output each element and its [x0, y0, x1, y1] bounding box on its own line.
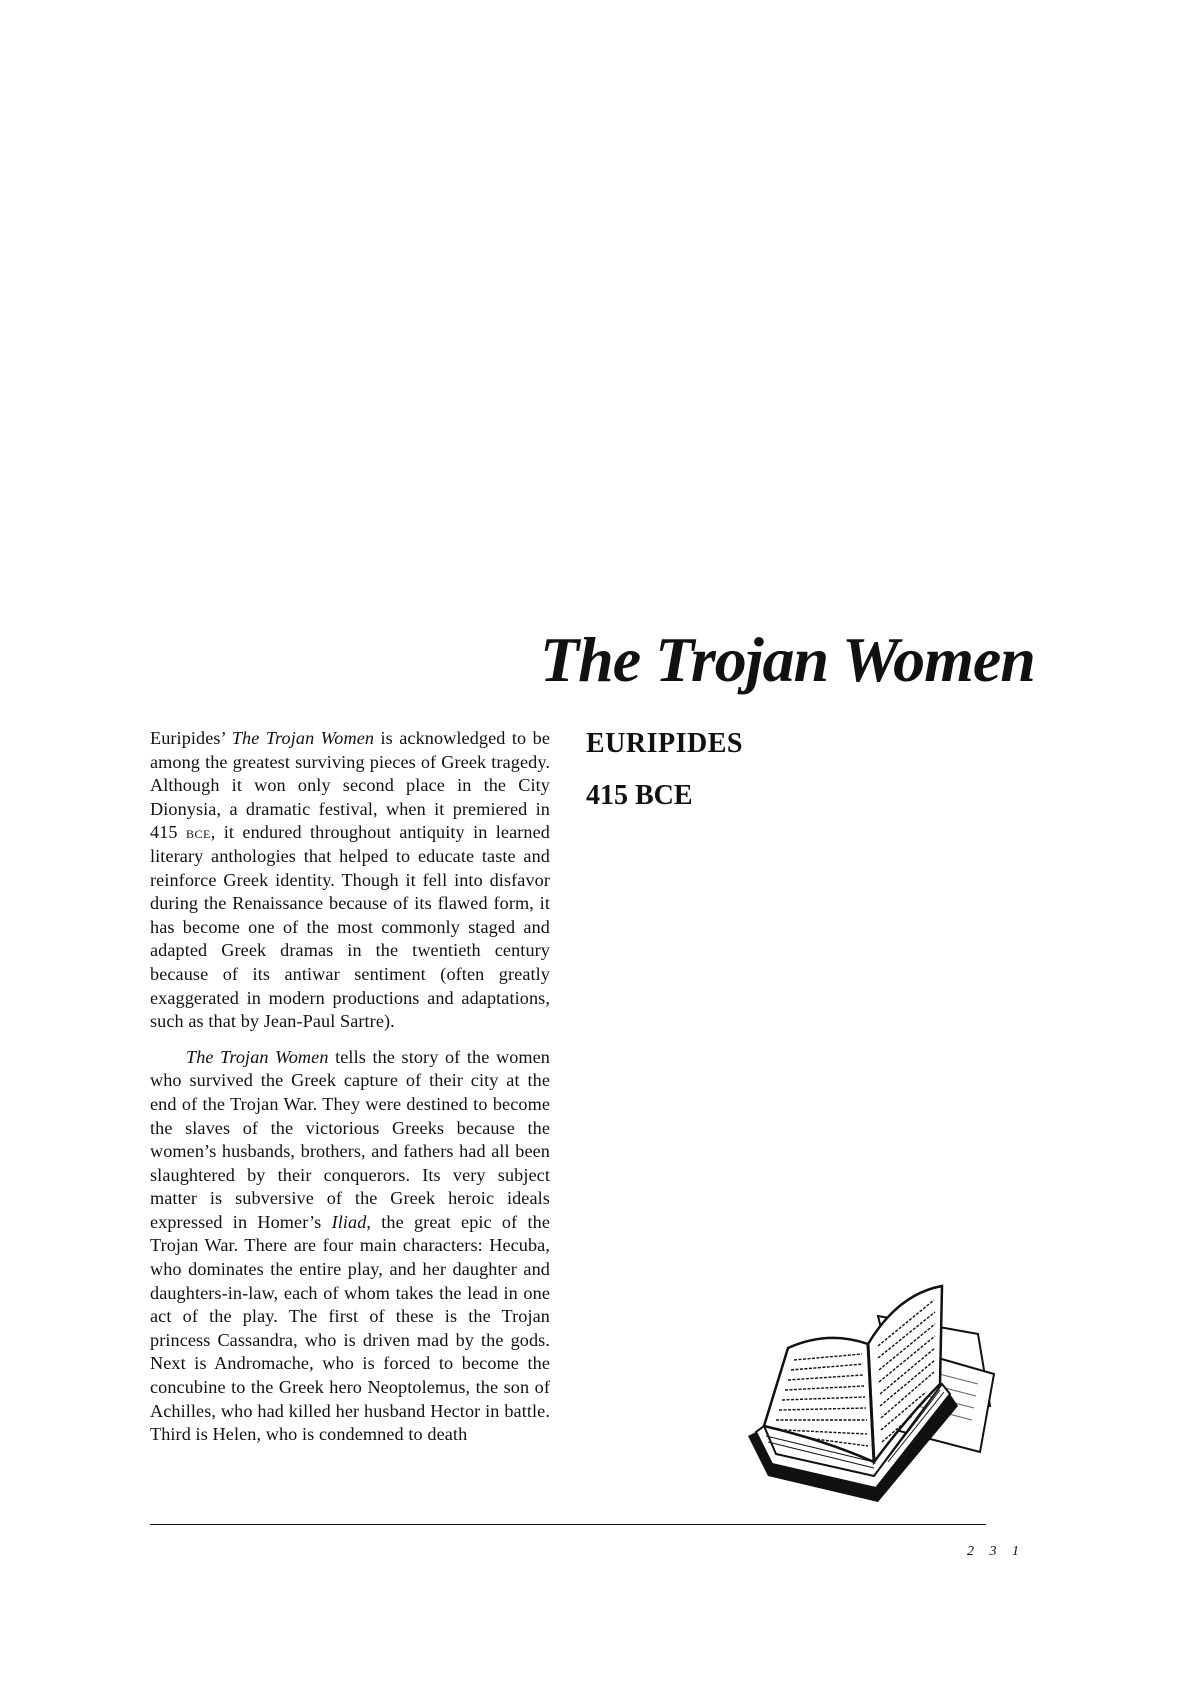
- work-title-italic: The Trojan Women: [186, 1046, 329, 1067]
- paragraph-2-text-b: , the great epic of the Trojan War. There are four main characters: Hecuba, who dominates the entire play, and her daughter and daughters-in-law, each of whom takes the lead in one act of the play. The first of these is the Trojan princess Cassandra, who is driven mad by the gods. Next is Andromache, who is forced to become the concubine to the Greek hero Neoptolemus, the son of Achilles, who had killed her husband Hector in battle. Third is Helen, who is condemned to death: [150, 1211, 550, 1445]
- paragraph-1-text-b: , it endured throughout antiquity in learned literary anthologies that helped to educate taste and reinforce Greek identity. Though it fell into disfavor during the Renaissance because of its flawed form, it has become one of the most commonly staged and adapted Greek dramas in the twentieth century because of its antiwar sentiment (often greatly exaggerated in modern productions and adaptations, such as that by Jean-Paul Sartre).: [150, 822, 550, 1032]
- paragraph-1-text-a: is acknowledged to be among the greatest surviving pieces of Greek tragedy. Although it won only second place in the City Dionysia, a dramatic festival, when it premiered in 415: [150, 728, 550, 843]
- paragraph-2-text-a: tells the story of the women who survived the Greek capture of their city at the end of the Trojan War. They were destined to become the slaves of the victorious Greeks because the women’s husbands, brothers, and fathers had all been slaughtered by their conquerors. Its very subject matter is subversive of the Greek heroic ideals expressed in Homer’s: [150, 1046, 550, 1232]
- page-number: 2 3 1: [967, 1544, 1025, 1559]
- author-name: EURIPIDES: [586, 728, 743, 759]
- essay-title: The Trojan Women: [540, 624, 1035, 695]
- author-possessive: Euripides’: [150, 728, 232, 748]
- intro-paragraph-2: [150, 1046, 550, 1447]
- epic-title-italic: Iliad: [331, 1211, 367, 1232]
- open-book-icon: [728, 1256, 1008, 1506]
- intro-paragraph-1: [150, 727, 550, 1034]
- publication-date: 415 BCE: [586, 780, 693, 811]
- era-small-caps: bce: [185, 823, 211, 843]
- footer-rule: [150, 1524, 986, 1525]
- intro-text-column: [150, 727, 550, 1447]
- work-title-italic: The Trojan Women: [231, 728, 375, 748]
